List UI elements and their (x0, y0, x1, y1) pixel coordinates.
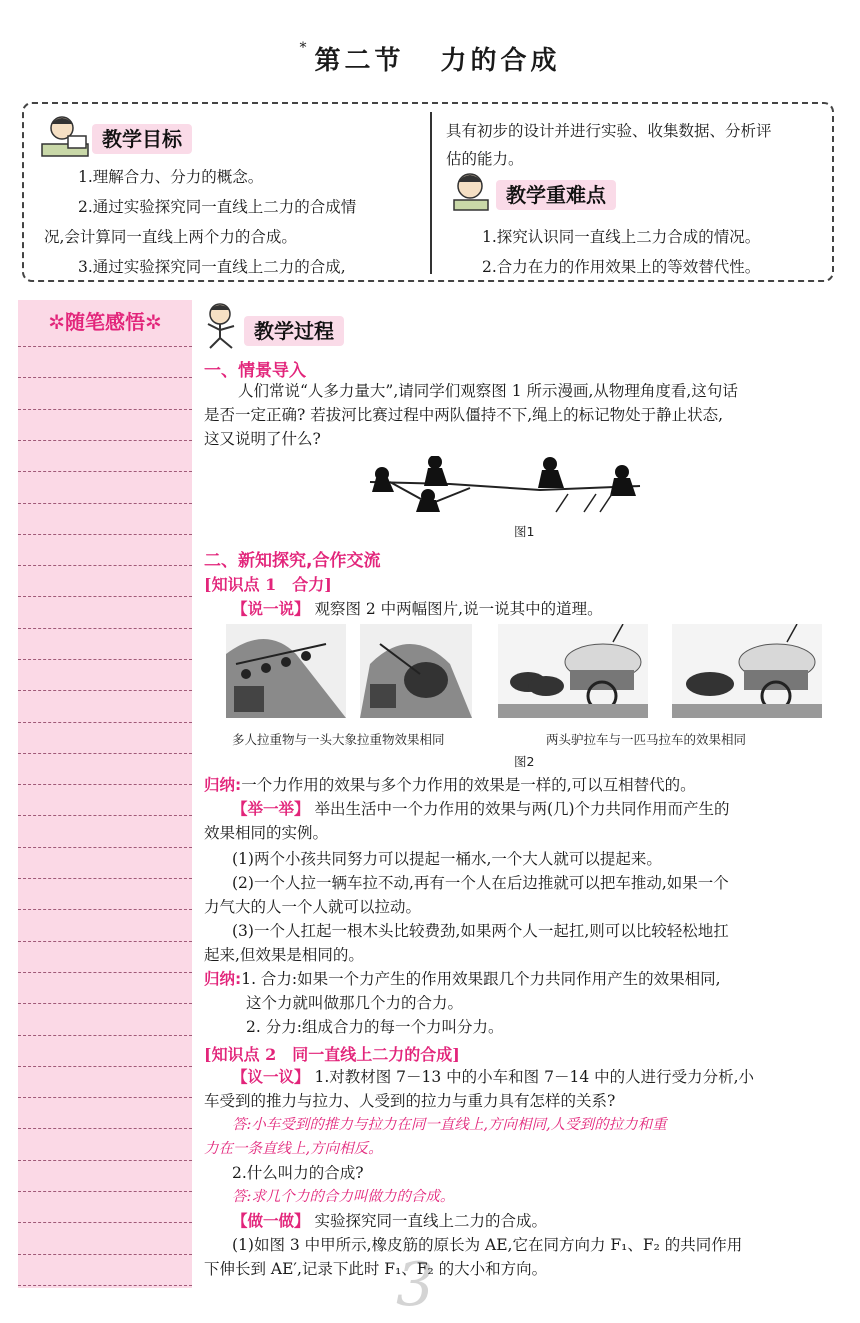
summary-1-text: 一个力作用的效果与多个力作用的效果是一样的,可以互相替代的。 (241, 776, 696, 794)
intro-text: 是否一定正确? 若拔河比赛过程中两队僵持不下,绳上的标记物处于静止状态, (204, 406, 724, 424)
ruled-line (18, 628, 192, 629)
objectives-badge: 教学目标 (92, 124, 192, 154)
key-point-line: 1.探究认识同一直线上二力合成的情况。 (482, 228, 761, 246)
notes-sidebar (18, 300, 192, 1288)
example-text: 力气大的人一个人就可以拉动。 (204, 898, 422, 916)
ruled-line (18, 1285, 192, 1286)
say-text: 观察图 2 中两幅图片,说一说其中的道理。 (314, 600, 603, 618)
objective-line: 1.理解合力、分力的概念。 (78, 168, 264, 186)
objective-line: 具有初步的设计并进行实验、收集数据、分析评 (446, 122, 772, 140)
ruled-line (18, 847, 192, 848)
people-pulling-weight-image (226, 624, 346, 718)
knowledge-point-2: [知识点 2 同一直线上二力的合成] (204, 1045, 460, 1064)
summary-2-text: 这个力就叫做那几个力的合力。 (246, 994, 464, 1012)
ruled-line (18, 909, 192, 910)
example-label: 【举一举】 (232, 800, 310, 818)
objectives-divider (430, 112, 432, 274)
intro-text: 这又说明了什么? (204, 430, 321, 448)
ruled-line (18, 409, 192, 410)
intro-heading: 一、情景导入 (204, 361, 306, 381)
ruled-line (18, 1035, 192, 1036)
say-paragraph (232, 598, 603, 621)
ruled-line (18, 596, 192, 597)
ruled-line (18, 722, 192, 723)
ruled-line (18, 1003, 192, 1004)
question-2: 2.什么叫力的合成? (232, 1164, 364, 1182)
ruled-line (18, 1066, 192, 1067)
ruled-line (18, 1097, 192, 1098)
example-text: 效果相同的实例。 (204, 824, 329, 842)
key-point-line: 2.合力在力的作用效果上的等效替代性。 (482, 258, 761, 276)
summary-1-label: 归纳: (204, 776, 242, 794)
summary-2-text: 1. 合力:如果一个力产生的作用效果跟几个力共同作用产生的效果相同, (241, 970, 721, 988)
discuss-paragraph (232, 1066, 754, 1089)
title-star: * (299, 40, 311, 56)
ruled-line (18, 534, 192, 535)
page-number: 3 (396, 1250, 435, 1320)
do-label: 【做一做】 (232, 1212, 310, 1230)
summary-2-text: 2. 分力:组成合力的每一个力叫分力。 (246, 1018, 504, 1036)
do-step-1: (1)如图 3 中甲所示,橡皮筋的原长为 AE,它在同方向力 F₁、F₂ 的共同作用 (232, 1236, 743, 1254)
section-number: 第二节 (314, 46, 405, 76)
example-paragraph (232, 798, 730, 821)
discuss-text: 车受到的推力与拉力、人受到的拉力与重力具有怎样的关系? (204, 1092, 616, 1110)
ruled-line (18, 1191, 192, 1192)
section-name: 力的合成 (440, 46, 561, 76)
process-badge: 教学过程 (244, 316, 344, 346)
donkeys-pulling-cart-image (498, 624, 648, 718)
summary-1 (204, 774, 696, 797)
objective-line: 2.通过实验探究同一直线上二力的合成情 (78, 198, 357, 216)
figure-1-caption: 图1 (514, 524, 535, 539)
ruled-line (18, 815, 192, 816)
ruled-line (18, 690, 192, 691)
discuss-text: 1.对教材图 7－13 中的小车和图 7－14 中的人进行受力分析,小 (314, 1068, 755, 1086)
ruled-line (18, 565, 192, 566)
ruled-line (18, 377, 192, 378)
ruled-line (18, 941, 192, 942)
ruled-line (18, 784, 192, 785)
do-text: 实验探究同一直线上二力的合成。 (314, 1212, 547, 1230)
horse-pulling-cart-image (672, 624, 822, 718)
discuss-label: 【议一议】 (232, 1068, 310, 1086)
answer-1: 力在一条直线上,方向相反。 (204, 1141, 383, 1157)
ruled-line (18, 346, 192, 347)
ruled-line (18, 1128, 192, 1129)
knowledge-point-1: [知识点 1 合力] (204, 575, 332, 594)
say-label: 【说一说】 (232, 600, 310, 618)
ruled-line (18, 1254, 192, 1255)
do-paragraph (232, 1210, 547, 1233)
example-text: (2)一个人拉一辆车拉不动,再有一个人在后边推就可以把车推动,如果一个 (232, 874, 729, 892)
ruled-line (18, 972, 192, 973)
example-text: (3)一个人扛起一根木头比较费劲,如果两个人一起扛,则可以比较轻松地扛 (232, 922, 729, 940)
key-points-badge: 教学重难点 (496, 180, 616, 210)
objective-line: 况,会计算同一直线上两个力的合成。 (44, 228, 297, 246)
figure-2-right-caption: 两头驴拉车与一匹马拉车的效果相同 (546, 732, 747, 747)
answer-1: 答:小车受到的推力与拉力在同一直线上,方向相同,人受到的拉力和重 (232, 1117, 667, 1133)
answer-2: 答:求几个力的合力叫做力的合成。 (232, 1189, 455, 1205)
objective-line: 3.通过实验探究同一直线上二力的合成, (78, 258, 346, 276)
ruled-line (18, 1160, 192, 1161)
example-text: 举出生活中一个力作用的效果与两(几)个力共同作用而产生的 (314, 800, 730, 818)
explore-heading: 二、新知探究,合作交流 (204, 551, 381, 571)
ruled-line (18, 1222, 192, 1223)
sidebar-title: ✲随笔感悟✲ (48, 310, 162, 334)
figure-2-caption: 图2 (514, 754, 535, 769)
ruled-line (18, 440, 192, 441)
running-kid-icon (198, 300, 244, 350)
example-text: (1)两个小孩共同努力可以提起一桶水,一个大人就可以提起来。 (232, 850, 662, 868)
objective-line: 估的能力。 (446, 150, 524, 168)
figure-2-left-caption: 多人拉重物与一头大象拉重物效果相同 (232, 732, 445, 747)
do-step-1: 下伸长到 AE′,记录下此时 F₁、F₂ 的大小和方向。 (204, 1260, 548, 1278)
ruled-line (18, 659, 192, 660)
ruled-line (18, 471, 192, 472)
summary-2 (204, 968, 721, 991)
summary-2-label: 归纳: (204, 970, 242, 988)
example-text: 起来,但效果是相同的。 (204, 946, 364, 964)
tug-of-war-figure (360, 456, 650, 514)
intro-text: 人们常说“人多力量大”,请同学们观察图 1 所示漫画,从物理角度看,这句话 (238, 382, 738, 400)
student-thinking-icon (448, 168, 496, 214)
page-title (0, 40, 860, 77)
ruled-line (18, 503, 192, 504)
ruled-line (18, 878, 192, 879)
ruled-line (18, 753, 192, 754)
elephant-pulling-weight-image (360, 624, 472, 718)
teacher-reading-icon (40, 114, 92, 160)
